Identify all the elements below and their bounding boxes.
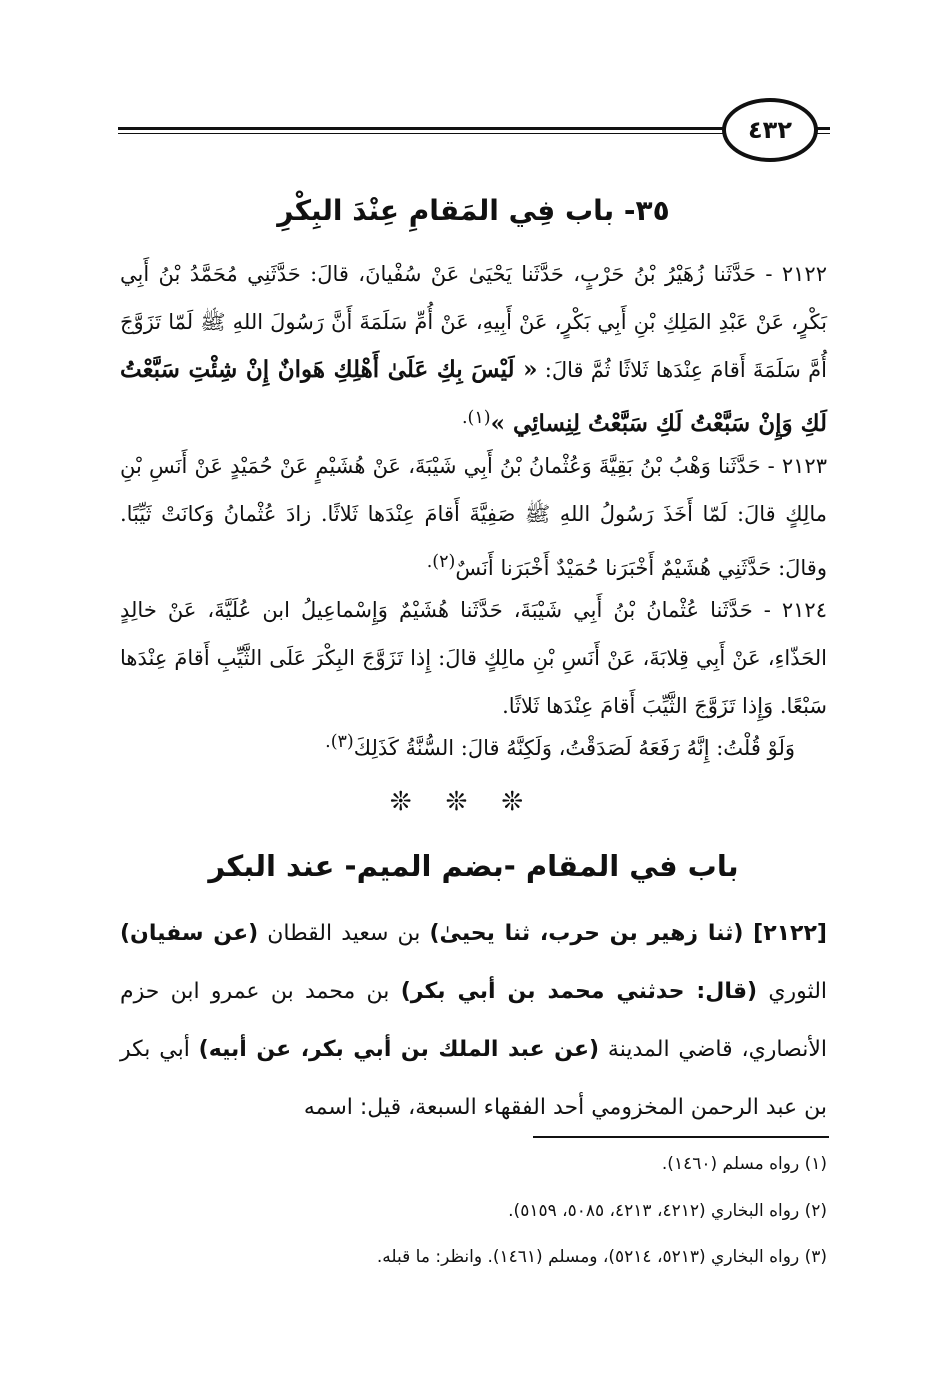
hadith-2124 [120, 586, 827, 730]
hadith-2122 [120, 250, 827, 448]
hadith-quote: « لَيْسَ بِكِ عَلَىٰ أَهْلِكِ هَوانٌ إِنْ شِئْتِ سَبَّعْتُ لَكِ وَإِنْ سَبَّعْتُ لَكِ سَبَّعْتُ لِنِسائِي » [120, 356, 827, 437]
commentary-plain: بن محمد بن عمرو ابن حزم الأنصاري، قاضي المدينة [120, 979, 827, 1062]
commentary-plain: الثوري [757, 979, 828, 1004]
commentary-bold: [٢١٢٢] (ثنا زهير بن حرب، ثنا يحيىٰ) [429, 921, 827, 946]
footnote-ref: (٣). [325, 732, 354, 752]
section-separator: ❊❊❊ [389, 787, 558, 817]
commentary-bold: (قال: حدثني محمد بن أبي بكر) [400, 979, 758, 1004]
footnote-rule [533, 1136, 829, 1138]
header-rule-tail [816, 127, 830, 136]
commentary-title: باب في المقام -بضم الميم- عند البكر [208, 849, 739, 883]
hadith-text: ٢١٢٤ - حَدَّثَنا عُثْمانُ بْنُ أَبِي شَيْبَةَ، حَدَّثَنا هُشَيْمٌ وَإِسْماعِيلُ ابن عُلَيَّةَ، عَنْ خالِدٍ الحَذّاءِ، عَنْ أَبِي قِلابَةَ، عَنْ أَنَسِ بْنِ مالِكٍ قالَ: إِذا تَزَوَّجَ البِكْرَ عَلَى الثَّيِّبِ أَقامَ عِنْدَها سَبْعًا. وَإِذا تَزَوَّجَ الثَّيِّبَ أَقامَ عِنْدَها ثَلاثًا. [120, 598, 827, 718]
footnote-ref: (١). [461, 408, 491, 428]
hadith-2123 [120, 442, 827, 592]
commentary-plain: بن سعيد القطان [258, 921, 430, 946]
hadith-2124-tail [120, 718, 827, 772]
footnote-3: (٣) رواه البخاري (٥٢١٣، ٥٢١٤)، ومسلم (١٤٦١). وانظر: ما قبله. [376, 1247, 827, 1267]
footnote-2: (٢) رواه البخاري (٤٢١٢، ٤٢١٣، ٥٠٨٥، ٥١٥٩). [508, 1201, 827, 1221]
footnote-1: (١) رواه مسلم (١٤٦٠). [661, 1154, 827, 1174]
hadith-text: ٢١٢٢ - حَدَّثَنا زُهَيْرُ بْنُ حَرْبٍ، حَدَّثَنا يَحْيَىٰ عَنْ سُفْيانَ، قالَ: حَدَّثَنِي مُحَمَّدُ بْنُ أَبِي بَكْرٍ، عَنْ عَبْدِ المَلِكِ بْنِ أَبِي بَكْرٍ، عَنْ أَبِيهِ، عَنْ أُمِّ سَلَمَةَ أَنَّ رَسُولَ اللهِ ﷺ لَمّا تَزَوَّجَ أُمَّ سَلَمَةَ أَقامَ عِنْدَها ثَلاثًا ثُمَّ قالَ: [120, 262, 827, 382]
commentary-plain: أبي بكر بن عبد الرحمن المخزومي أحد الفقهاء السبعة، قيل: اسمه [120, 1037, 827, 1120]
page-number-badge [722, 98, 818, 162]
commentary-text [120, 905, 827, 1137]
footnote-ref: (٢). [426, 552, 456, 572]
chapter-title: ٣٥- باب فِي المَقامِ عِنْدَ البِكْرِ [277, 194, 670, 227]
hadith-text: ٢١٢٣ - حَدَّثَنا وَهْبُ بْنُ بَقِيَّةَ وَعُثْمانُ بْنُ أَبِي شَيْبَةَ، عَنْ هُشَيْمٍ عَنْ حُمَيْدٍ عَنْ أَنَسِ بْنِ مالِكٍ قالَ: لَمّا أَخَذَ رَسُولُ اللهِ ﷺ صَفِيَّةَ أَقامَ عِنْدَها ثَلاثًا. زادَ عُثْمانُ وَكانَتْ ثَيِّبًا. وقالَ: حَدَّثَنِي هُشَيْمٌ أَخْبَرَنا حُمَيْدٌ أَخْبَرَنا أَنَسٌ [120, 454, 827, 580]
commentary-bold: (عن سفيان) [120, 921, 259, 946]
page-number: ٤٣٢ [748, 116, 792, 144]
hadith-tail: وَلَوْ قُلْتُ: إِنَّهُ رَفَعَهُ لَصَدَقْتُ، وَلَكِنَّهُ قالَ: السُّنَّةُ كَذَلِكَ [353, 736, 795, 760]
commentary-bold: (عن عبد الملك بن أبي بكر، عن أبيه) [198, 1037, 600, 1062]
header-rule [118, 127, 768, 136]
